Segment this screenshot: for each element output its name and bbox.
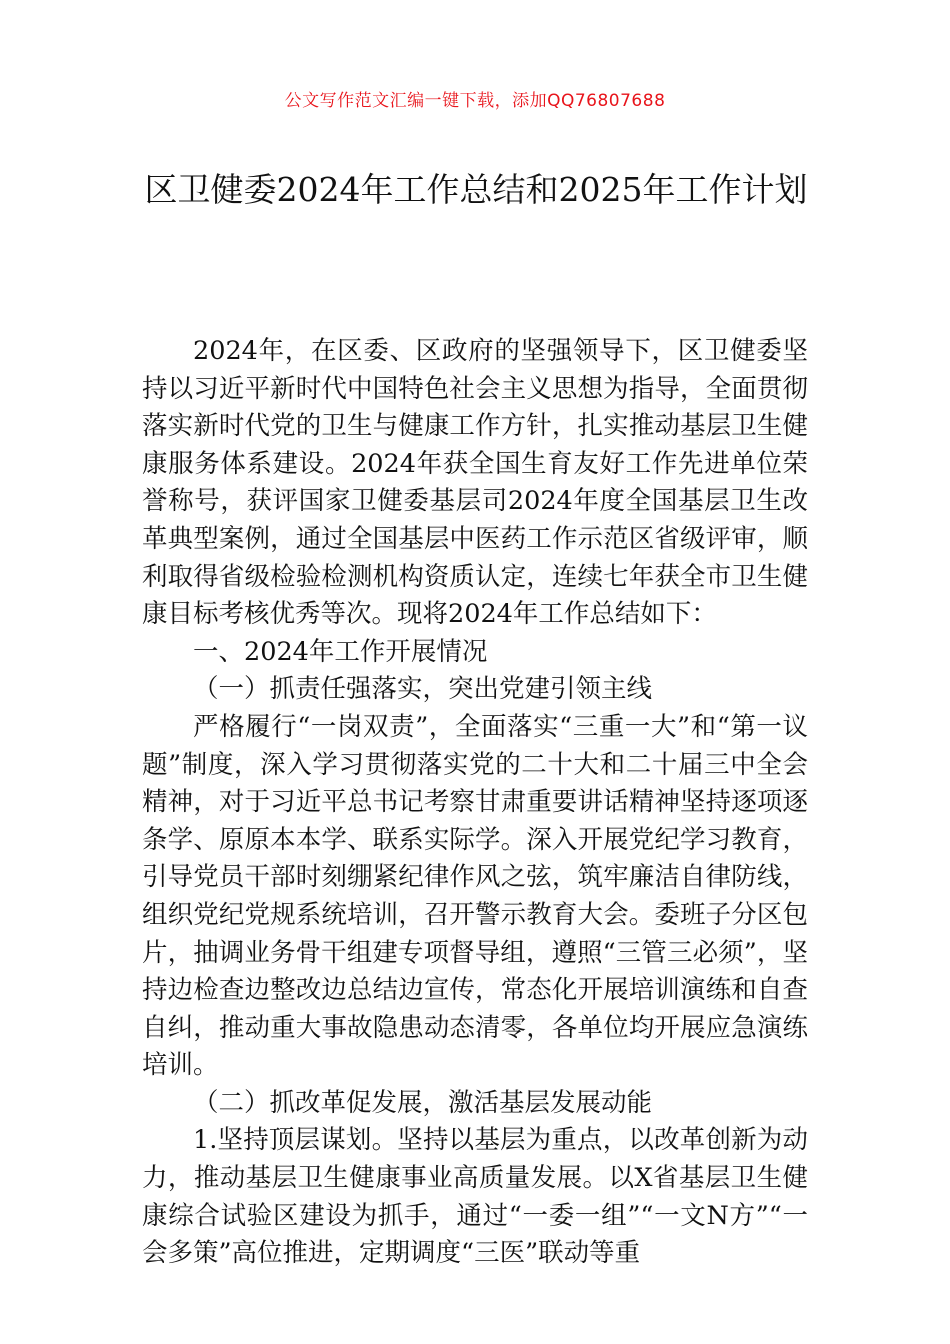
section-heading-1: 一、2024年工作开展情况 bbox=[193, 636, 488, 667]
subsection-1-paragraph: 严格履行“一岗双责”，全面落实“三重一大”和“第一议题”制度，深入学习贯彻落实党的二十大和二十届三中全会精神，对于习近平总书记考察甘肃重要讲话精神坚持逐项逐条学、原原本本学、联系实际学。深入开展党纪学习教育，引导党员干部时刻绷紧纪律作风之弦，筑牢廉洁自律防线，组织党纪党规系统培训，召开警示教育大会。委班子分区包片，抽调业务骨干组建专项督导组，遵照“三管三必须”，坚持边检查边整改边总结边宣传，常态化开展培训演练和自查自纠，推动重大事故隐患动态清零，各单位均开展应急演练培训。 bbox=[142, 711, 808, 1081]
subsection-heading-2: （二）抓改革促发展，激活基层发展动能 bbox=[193, 1087, 653, 1118]
download-ad-banner[interactable]: 公文写作范文汇编一键下载，添加QQ76807688 bbox=[284, 91, 666, 111]
subsection-2-paragraph: 1.坚持顶层谋划。坚持以基层为重点，以改革创新为动力，推动基层卫生健康事业高质量发展。以X省基层卫生健康综合试验区建设为抓手，通过“一委一组”“一文N方”“一会多策”高位推进，定期调度“三医”联动等重 bbox=[142, 1125, 808, 1269]
document-title: 区卫健委2024年工作总结和2025年工作计划 bbox=[144, 170, 808, 209]
intro-paragraph: 2024年，在区委、区政府的坚强领导下，区卫健委坚持以习近平新时代中国特色社会主义思想为指导，全面贯彻落实新时代党的卫生与健康工作方针，扎实推动基层卫生健康服务体系建设。2024年获全国生育友好工作先进单位荣誉称号，获评国家卫健委基层司2024年度全国基层卫生改革典型案例，通过全国基层中医药工作示范区省级评审，顺利取得省级检验检测机构资质认定，连续七年获全市卫生健康目标考核优秀等次。现将2024年工作总结如下： bbox=[142, 336, 808, 630]
document-body bbox=[142, 333, 808, 1273]
subsection-heading-1: （一）抓责任强落实，突出党建引领主线 bbox=[193, 674, 653, 705]
